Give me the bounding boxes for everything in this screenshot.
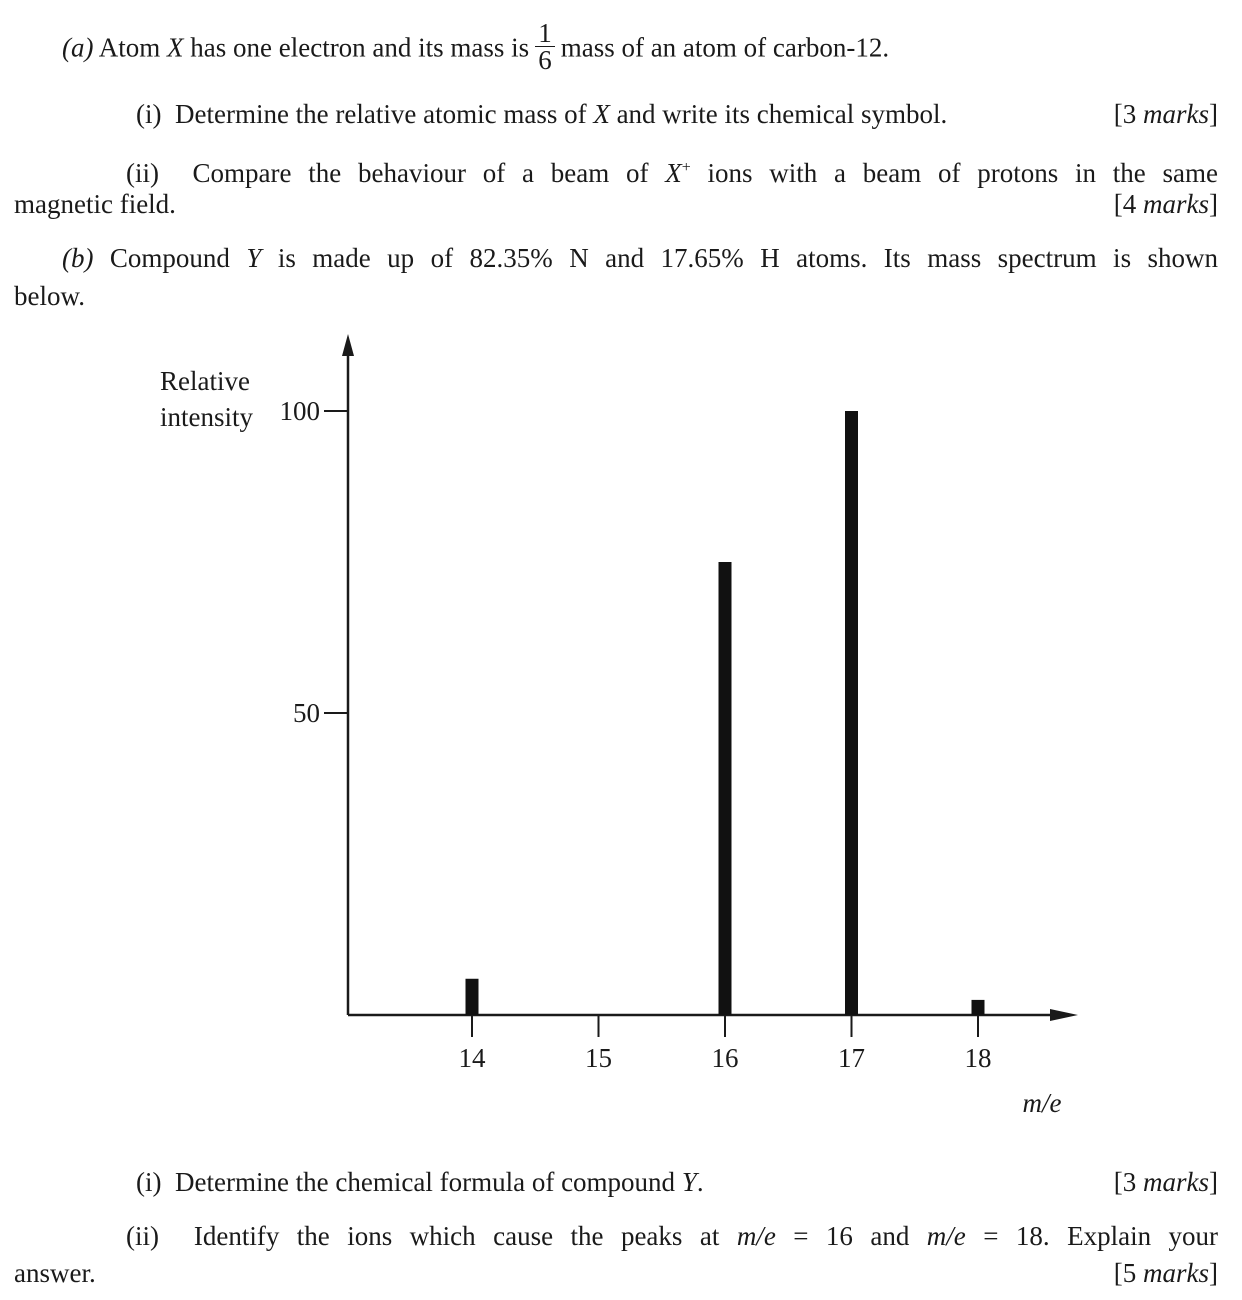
text: has one electron and its mass is <box>183 32 530 63</box>
label: (ii) <box>126 158 159 188</box>
y-tick-label: 100 <box>279 396 320 426</box>
marks-open: [3 <box>1113 1167 1143 1197</box>
text: magnetic field. <box>14 189 176 219</box>
marks-close: ] <box>1209 1258 1218 1288</box>
y-axis-label-line2: intensity <box>160 402 253 432</box>
marks-open: [5 <box>1113 1258 1143 1288</box>
x-axis-arrow <box>1050 1009 1078 1021</box>
marks-word: marks <box>1143 1258 1209 1288</box>
bar-mz-16 <box>719 562 732 1015</box>
fraction-numerator: 1 <box>535 20 555 47</box>
marks <box>1114 1166 1218 1198</box>
x-tick-label: 18 <box>964 1043 992 1073</box>
bar-mz-14 <box>466 979 479 1015</box>
variable: X <box>167 32 184 63</box>
text: Compare the behaviour of a beam of <box>192 158 666 188</box>
text: Determine the chemical formula of compound <box>174 1167 682 1197</box>
text: ions with a beam of protons in the same <box>690 158 1219 188</box>
marks-open: [4 <box>1113 189 1143 219</box>
x-tick-label: 15 <box>585 1043 612 1073</box>
text: Identify the ions which cause the peaks at <box>193 1221 737 1251</box>
part-b-ii-line2 <box>14 1257 1218 1289</box>
x-axis-label: m/e <box>1022 1088 1062 1118</box>
bar-mz-17 <box>845 411 858 1015</box>
part-b-ii <box>126 1220 1218 1252</box>
text: and write its chemical symbol. <box>609 99 948 129</box>
text: mass of an atom of carbon-12. <box>560 32 890 63</box>
text: = 16 and <box>775 1221 927 1251</box>
label: (i) <box>136 99 162 129</box>
x-tick-label: 17 <box>838 1043 865 1073</box>
superscript: + <box>681 159 691 176</box>
y-axis-label-line1: Relative <box>160 366 250 396</box>
variable: Y <box>246 243 262 273</box>
x-tick-label: 14 <box>458 1043 486 1073</box>
y-tick-label: 50 <box>293 698 320 728</box>
marks-word: marks <box>1143 189 1209 219</box>
bar-mz-18 <box>972 1000 985 1015</box>
x-tick-label: 16 <box>711 1043 739 1073</box>
text: . <box>696 1167 704 1197</box>
text: is made up of 82.35% N and 17.65% H atoms. Its mass spectrum is shown <box>261 243 1219 273</box>
marks <box>1114 1257 1218 1289</box>
variable: m/e <box>736 1221 776 1251</box>
variable: X <box>665 158 682 188</box>
text: Determine the relative atomic mass of <box>174 99 594 129</box>
label: (ii) <box>126 1221 159 1251</box>
part-b-i <box>136 1166 1218 1198</box>
marks-close: ] <box>1209 1167 1218 1197</box>
marks-word: marks <box>1143 99 1209 129</box>
text: below. <box>14 281 85 311</box>
marks-open: [3 <box>1113 99 1143 129</box>
variable: m/e <box>926 1221 966 1251</box>
label: (i) <box>136 1167 162 1197</box>
text: Atom <box>98 32 168 63</box>
part-b-label: (b) <box>62 243 94 273</box>
text: Compound <box>109 243 247 273</box>
marks-close: ] <box>1209 99 1218 129</box>
variable: X <box>593 99 610 129</box>
fraction-denominator: 6 <box>538 45 552 75</box>
marks-close: ] <box>1209 189 1218 219</box>
text: = 18. Explain your <box>965 1221 1219 1251</box>
variable: Y <box>681 1167 697 1197</box>
y-axis-arrow <box>342 334 354 356</box>
text: answer. <box>14 1258 96 1288</box>
part-a-label: (a) <box>62 32 94 63</box>
marks-word: marks <box>1143 1167 1209 1197</box>
